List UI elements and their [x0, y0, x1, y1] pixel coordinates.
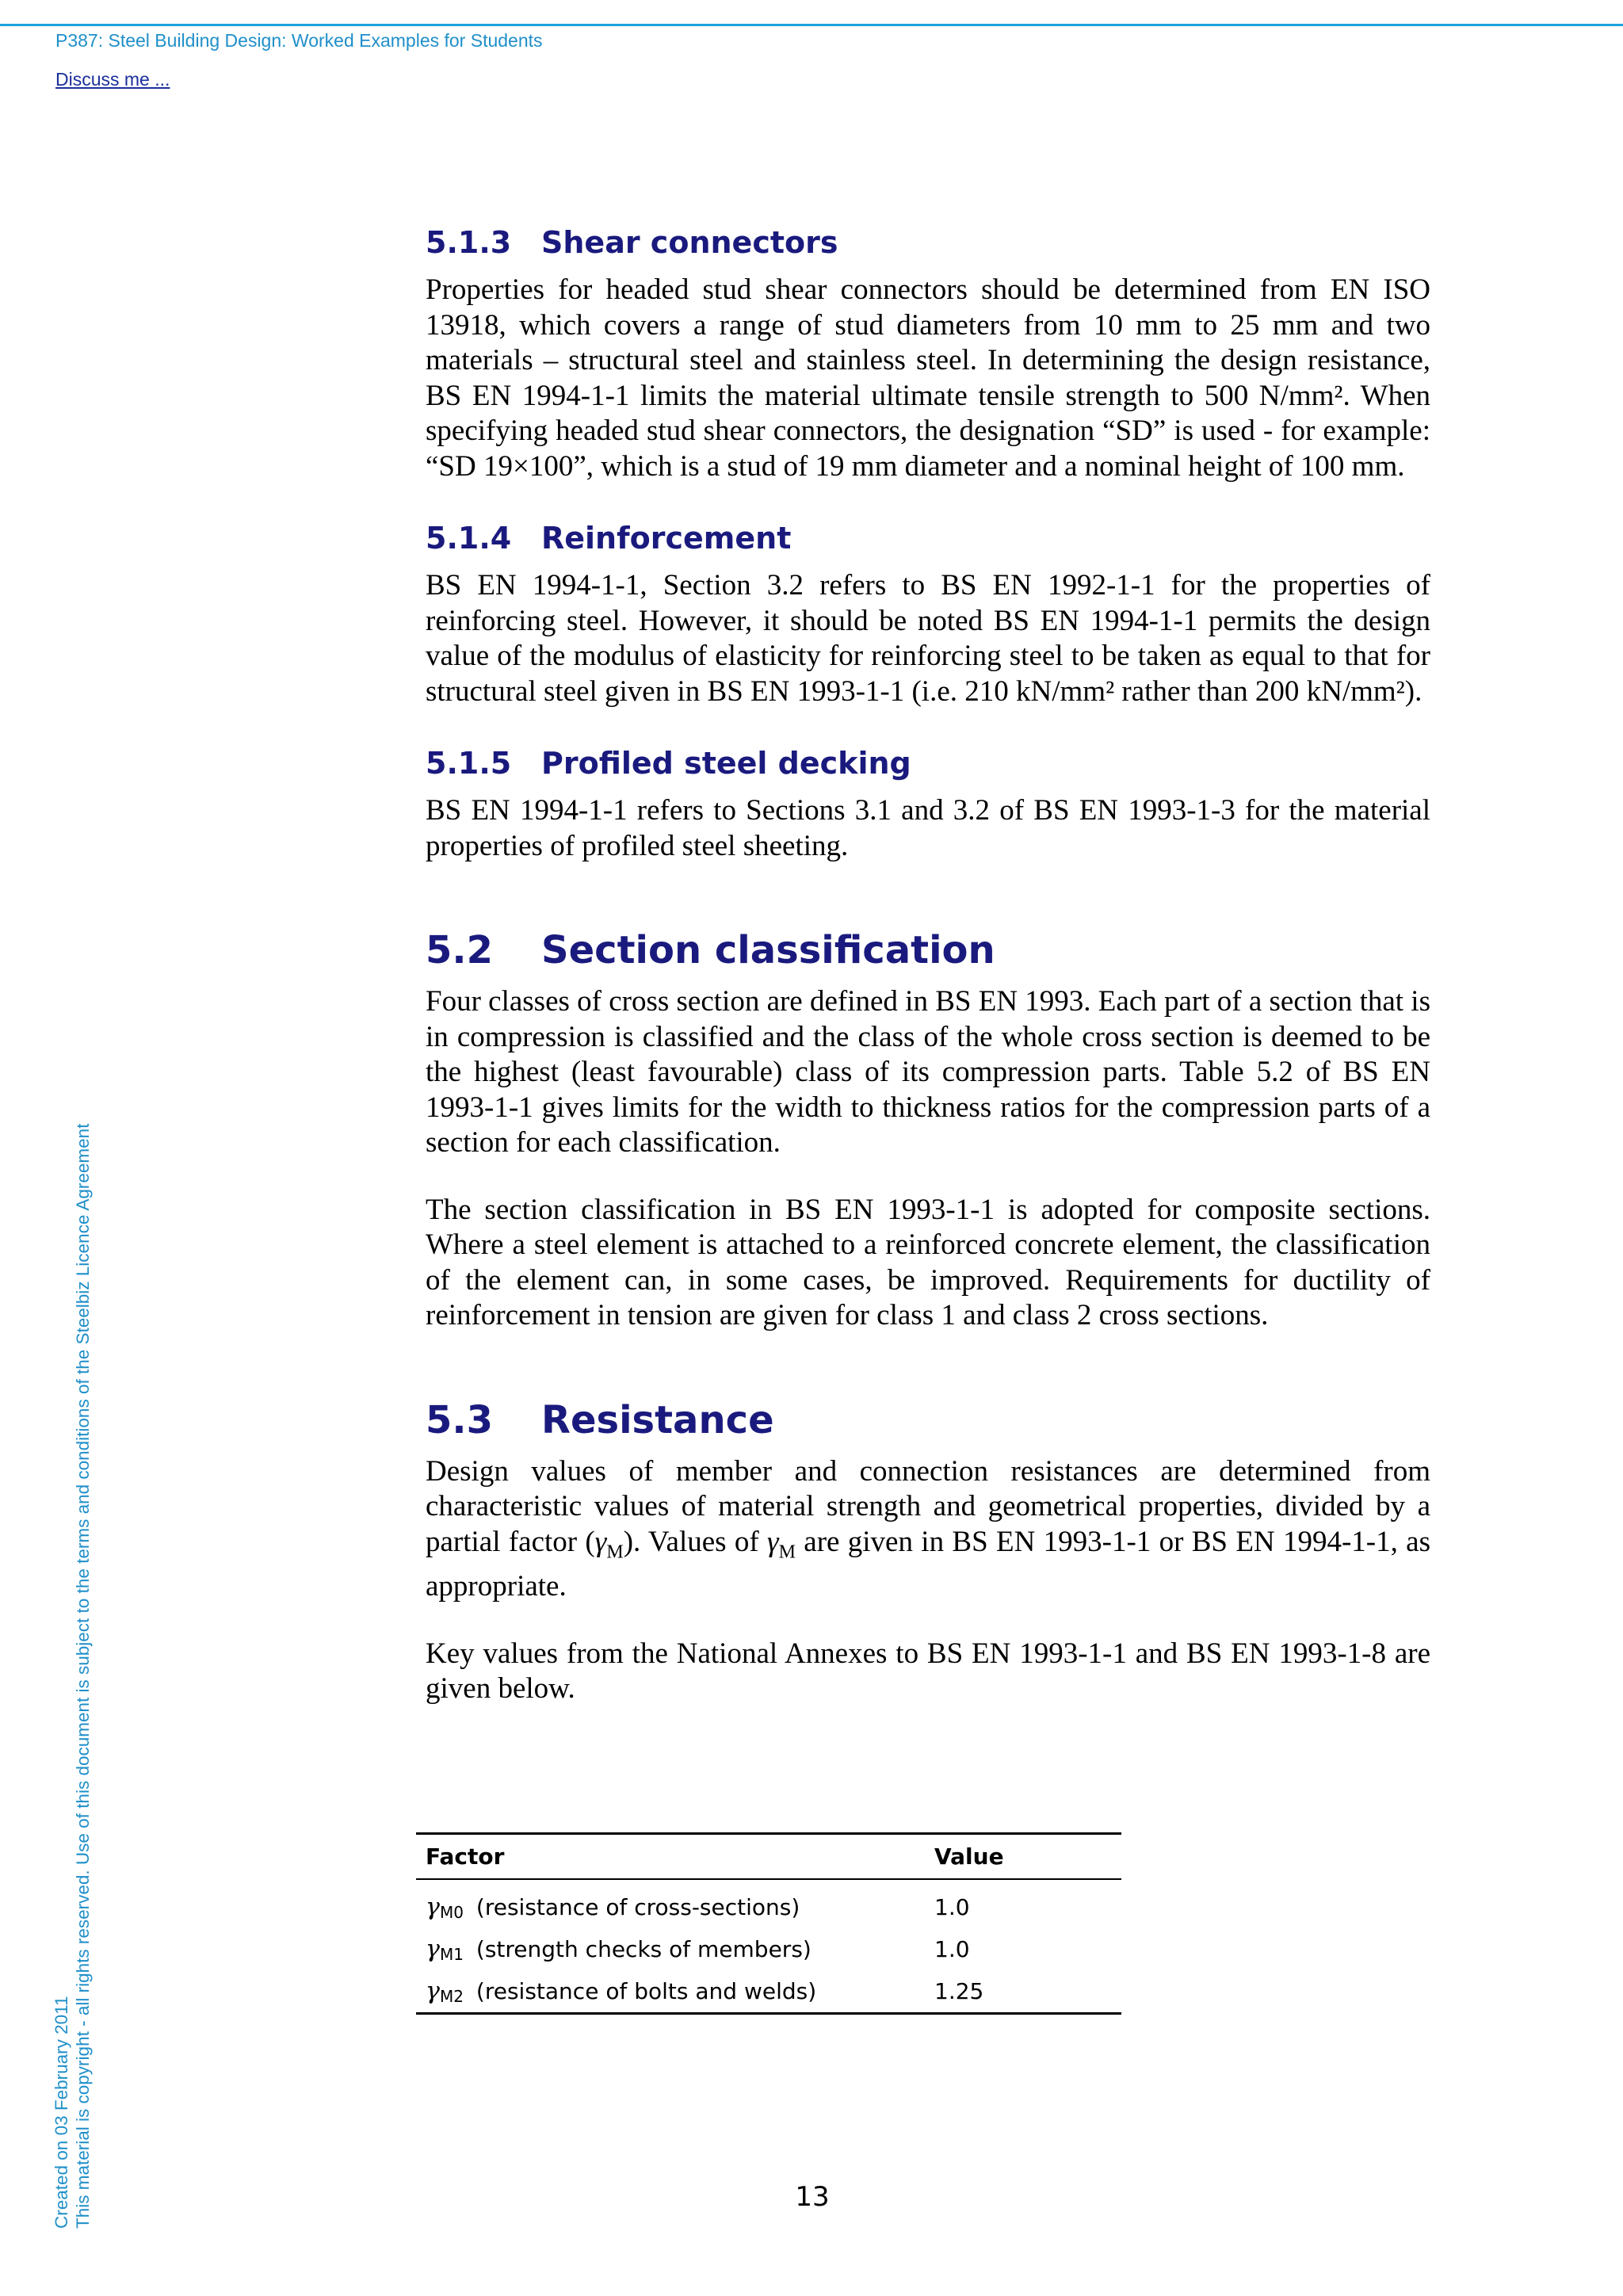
value-cell: 1.0 [934, 1894, 970, 1920]
paragraph: Four classes of cross section are defined in BS EN 1993. Each part of a section that is in compression is classified and the class of the whole cross section is deemed to be the highest (least favourable) class of its compression parts. Table 5.2 of BS EN 1993-1-1 gives limits for the width to thickness ratios for the compression parts of a section for each classification. [426, 985, 1430, 1159]
section-heading-5-2 [426, 926, 1430, 975]
table-row [416, 1879, 1121, 1928]
section-number: 5.3 [426, 1397, 494, 1442]
factor-cell: γM1 (strength checks of members) [426, 1935, 812, 1964]
section-number: 5.1.3 [426, 225, 512, 260]
created-date-text: Created on 03 February 2011 [52, 1996, 71, 2229]
section-number: 5.1.5 [426, 746, 512, 781]
paragraph: BS EN 1994-1-1 refers to Sections 3.1 and 3.2 of BS EN 1993-1-3 for the material properties of profiled steel sheeting. [426, 794, 1430, 862]
gamma-symbol: γ [767, 1525, 779, 1558]
value-cell: 1.25 [934, 1978, 984, 2004]
section-heading-5-1-4 [426, 518, 1430, 559]
gamma-symbol: γ [426, 1977, 440, 2005]
table-row [416, 1970, 1121, 2014]
table-header-row [416, 1834, 1121, 1880]
factor-cell: γM0 (resistance of cross-sections) [426, 1893, 800, 1922]
section-heading-5-1-3 [426, 222, 1430, 263]
factor-cell: γM2 (resistance of bolts and welds) [426, 1977, 817, 2006]
gamma-symbol: γ [426, 1893, 440, 1921]
section-title: Shear connectors [541, 225, 838, 260]
gamma-symbol: γ [594, 1525, 607, 1558]
section-title: Resistance [541, 1397, 774, 1442]
copyright-notice-text: This material is copyright - all rights reserved. Use of this document is subject to the terms and conditions of the Steelbiz Licence Agreement [73, 1123, 93, 2229]
header-rule [0, 24, 1623, 26]
section-heading-5-1-5 [426, 743, 1430, 784]
partial-factors-table [416, 1832, 1121, 2015]
section-title: Section classification [541, 928, 995, 972]
section-number: 5.1.4 [426, 521, 512, 556]
paragraph: Properties for headed stud shear connectors should be determined from EN ISO 13918, which covers a range of stud diameters from 10 mm to 25 mm and two materials – structural steel and stainless steel. In determining the design resistance, BS EN 1994-1-1 limits the material ultimate tensile strength to 500 N/mm². When specifying headed stud shear connectors, the designation “SD” is used - for example: “SD 19×100”, which is a stud of 19 mm diameter and a nominal height of 100 mm. [426, 273, 1430, 483]
column-header-factor: Factor [426, 1843, 505, 1870]
paragraph: The section classification in BS EN 1993-1-1 is adopted for composite sections. Where a steel element is attached to a reinforced concrete element, the classification of the element can, in some cases, be improved. Requirements for ductility of reinforcement in tension are given for class 1 and class 2 cross sections. [426, 1193, 1430, 1331]
gamma-symbol: γ [426, 1935, 440, 1963]
discuss-link[interactable]: Discuss me ... [55, 69, 170, 90]
section-heading-5-3 [426, 1396, 1430, 1445]
document-title: P387: Steel Building Design: Worked Examples for Students [55, 30, 543, 51]
paragraph: BS EN 1994-1-1, Section 3.2 refers to BS EN 1992-1-1 for the properties of reinforcing steel. However, it should be noted BS EN 1994-1-1 permits the design value of the modulus of elasticity for reinforcing steel to be taken as equal to that for structural steel given in BS EN 1993-1-1 (i.e. 210 kN/mm² rather than 200 kN/mm²). [426, 569, 1430, 708]
section-title: Reinforcement [541, 521, 792, 556]
page-content [426, 222, 1430, 1707]
column-header-value: Value [934, 1843, 1004, 1870]
copyright-sidebar [51, 1040, 101, 2229]
paragraph: Key values from the National Annexes to BS EN 1993-1-1 and BS EN 1993-1-8 are given below. [426, 1637, 1430, 1706]
table-row [416, 1928, 1121, 1970]
section-number: 5.2 [426, 928, 494, 972]
paragraph: Design values of member and connection resistances are determined from characteristic values of material strength and geometrical properties, divided by a partial factor $(\gamma_M)$. Values of $\gamma_M$ are given in BS EN 1993-1-1 or BS EN 1994-1-1, as appropriate. [426, 1454, 1431, 1603]
section-title: Profiled steel decking [541, 746, 911, 781]
page-number: 13 [795, 2181, 830, 2213]
value-cell: 1.0 [934, 1936, 970, 1962]
